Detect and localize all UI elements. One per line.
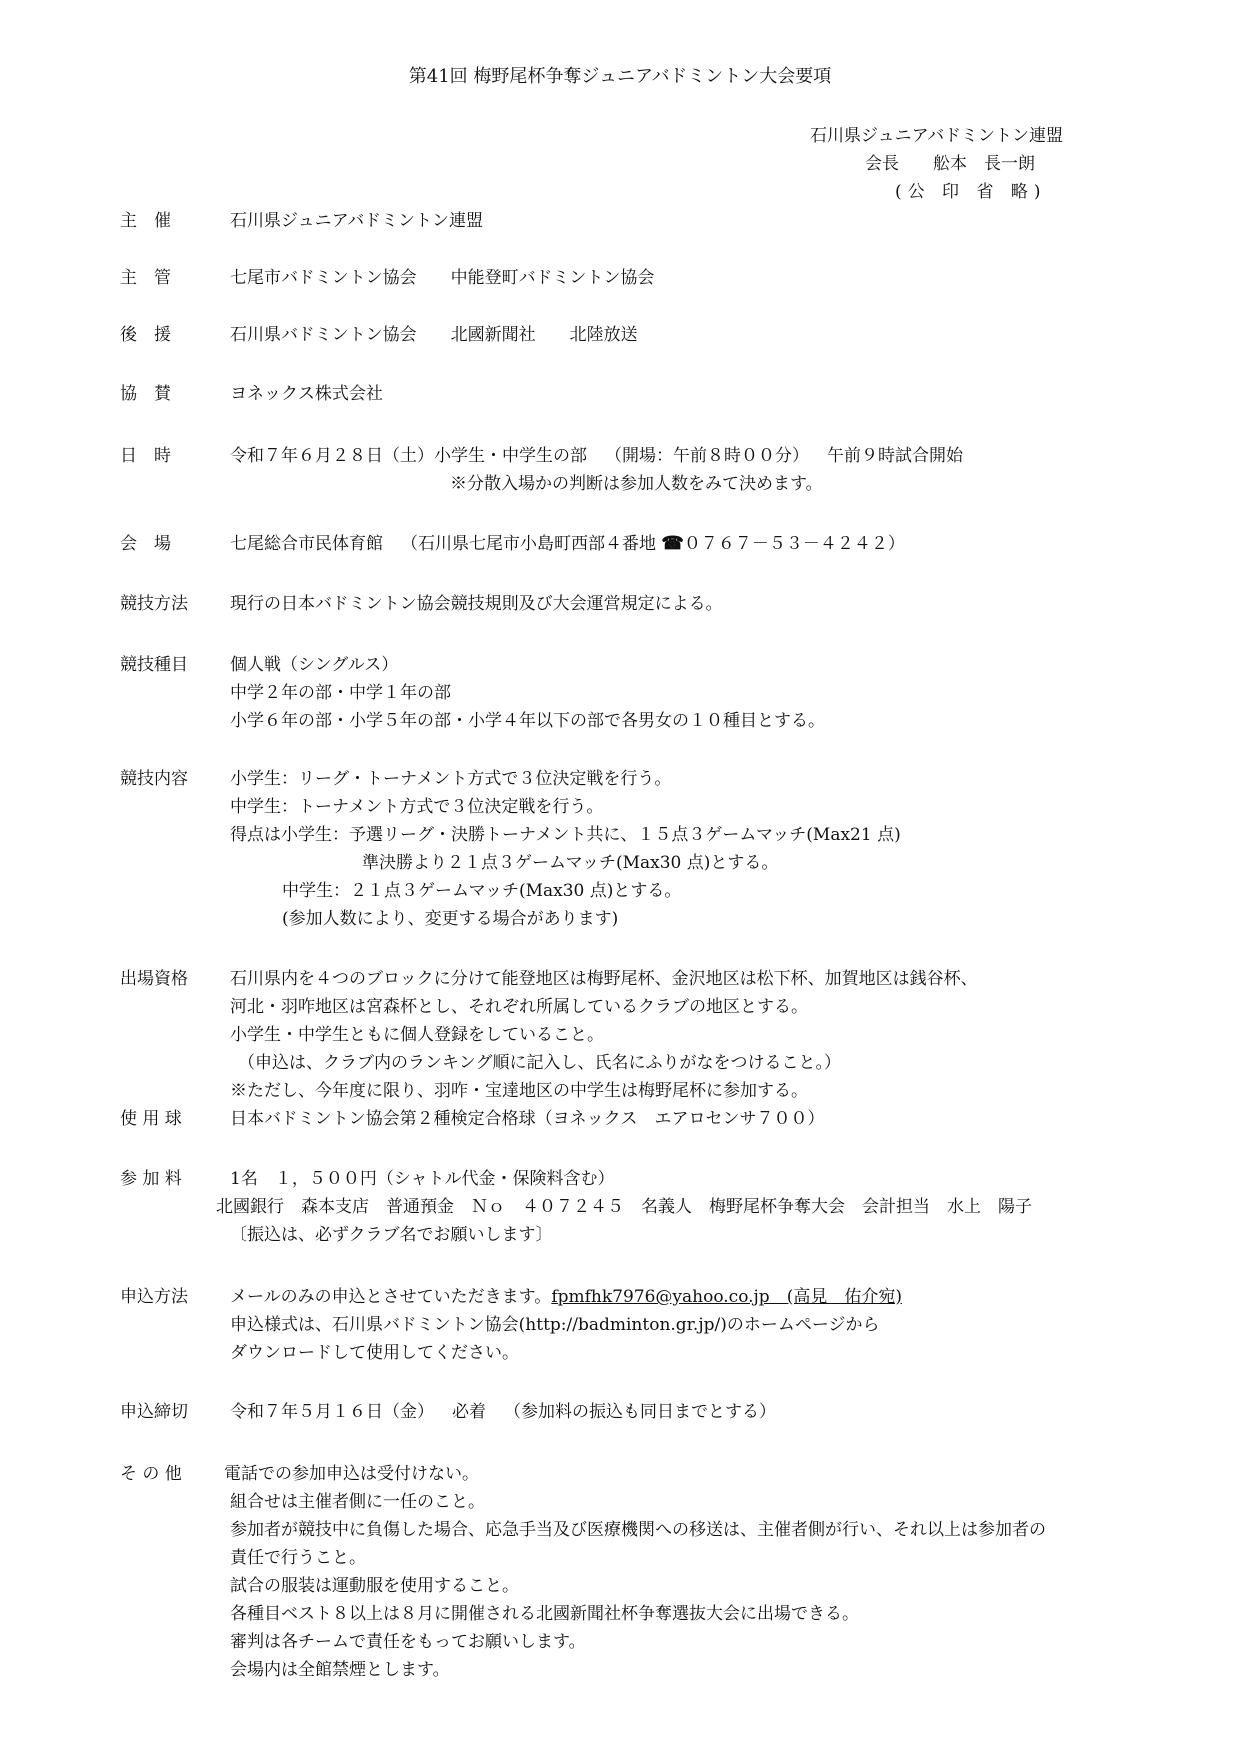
content-line: 小学生：リーグ・トーナメント方式で３位決定戦を行う。 (230, 769, 672, 789)
phone-icon: ☎ (661, 533, 684, 554)
content-line: 準決勝より２１点３ゲームマッチ(Max30 点)とする。 (362, 853, 779, 873)
application-text: メールのみの申込とさせていただきます。 (230, 1287, 552, 1307)
supporter-2: 北國新聞社 (450, 325, 536, 345)
issuer-org: 石川県ジュニアバドミントン連盟 (810, 126, 1063, 146)
eligibility-line: （申込は、クラブ内のランキング順に記入し、氏名にふりがなをつけること。） (238, 1053, 841, 1073)
supporter-1: 石川県バドミントン協会 (230, 325, 417, 345)
section-label: 出場資格 (120, 969, 188, 989)
section-label: 日 時 (120, 446, 171, 466)
section-label: 会 場 (120, 534, 171, 554)
issuer-president: 会長 舩本 長一朗 (865, 154, 1035, 174)
events-line: 小学６年の部・小学５年の部・小学４年以下の部で各男女の１０種目とする。 (230, 711, 825, 731)
other-line: 試合の服装は運動服を使用すること。 (230, 1576, 519, 1596)
venue-phone: ０７６７－５３－４２４２） (683, 534, 905, 554)
open-time: （開場：午前８時００分） (605, 446, 809, 466)
section-label: 申込方法 (120, 1287, 188, 1307)
section-value: 石川県ジュニアバドミントン連盟 (230, 211, 483, 231)
organizer-1: 七尾市バドミントン協会 (230, 268, 417, 288)
venue-address: （石川県七尾市小島町西部４番地 (401, 534, 656, 554)
content-line: 中学生：トーナメント方式で３位決定戦を行う。 (230, 797, 604, 817)
section-label: 後 援 (120, 325, 171, 345)
section-value: ヨネックス株式会社 (230, 384, 383, 404)
eligibility-line: 小学生・中学生ともに個人登録をしていること。 (230, 1025, 604, 1045)
supporter-3: 北陸放送 (569, 325, 638, 345)
events-line: 個人戦（シングルス） (230, 655, 399, 675)
other-line: 責任で行うこと。 (230, 1548, 366, 1568)
deadline-date: 令和７年５月１６日（金） (230, 1402, 434, 1422)
section-label: そ の 他 (120, 1464, 182, 1484)
start-time: 午前９時試合開始 (827, 446, 963, 466)
other-line: 電話での参加申込は受付けない。 (224, 1464, 479, 1484)
other-line: 審判は各チームで責任をもってお願いします。 (230, 1632, 586, 1652)
event-date: 令和７年６月２８日（土）小学生・中学生の部 (230, 446, 587, 466)
entry-note: ※分散入場かの判断は参加人数をみて決めます。 (450, 474, 823, 494)
other-line: 参加者が競技中に負傷した場合、応急手当及び医療機関への移送は、主催者側が行い、それ以上は参加者の (230, 1520, 1046, 1540)
section-label: 主 管 (120, 268, 171, 288)
section-value: 日本バドミントン協会第２種検定合格球（ヨネックス エアロセンサ７００） (230, 1109, 825, 1129)
organizer-2: 中能登町バドミントン協会 (450, 268, 655, 288)
application-line: ダウンロードして使用してください。 (230, 1343, 519, 1363)
issuer-seal-note: (公 印 省 略) (895, 182, 1047, 202)
section-label: 協 賛 (120, 384, 171, 404)
eligibility-line: 石川県内を４つのブロックに分けて能登地区は梅野尾杯、金沢地区は松下杯、加賀地区は銭谷杯、 (230, 969, 978, 989)
section-label: 主 催 (120, 211, 171, 231)
section-label: 競技方法 (120, 594, 188, 614)
content-line: (参加人数により、変更する場合があります) (282, 909, 619, 929)
section-value: 現行の日本バドミントン協会競技規則及び大会運営規定による。 (230, 594, 723, 614)
content-line: 得点は小学生：予選リーグ・決勝トーナメント共に、１５点３ゲームマッチ(Max21 点) (230, 825, 901, 845)
entry-fee: 1名 １，５００円（シャトル代金・保険料含む） (230, 1169, 615, 1189)
transfer-note: 〔振込は、必ずクラブ名でお願いします〕 (230, 1225, 553, 1245)
deadline-must: 必着 (452, 1402, 486, 1422)
application-line: 申込様式は、石川県バドミントン協会(http://badminton.gr.jp/)のホームページから (230, 1315, 880, 1335)
eligibility-line: ※ただし、今年度に限り、羽咋・宝達地区の中学生は梅野尾杯に参加する。 (230, 1081, 808, 1101)
section-label: 使 用 球 (120, 1109, 182, 1129)
document-title: 第41回 梅野尾杯争奪ジュニアバドミントン大会要項 (408, 66, 832, 87)
section-label: 競技内容 (120, 769, 188, 789)
other-line: 会場内は全館禁煙とします。 (230, 1660, 450, 1680)
eligibility-line: 河北・羽咋地区は宮森杯とし、それぞれ所属しているクラブの地区とする。 (230, 997, 808, 1017)
section-label: 参 加 料 (120, 1169, 182, 1189)
bank-account: 北國銀行 森本支店 普通預金 Ｎｏ ４０７２４５ 名義人 梅野尾杯争奪大会 会計担当 水上 陽子 (216, 1197, 1032, 1217)
venue-name: 七尾総合市民体育館 (230, 534, 383, 554)
content-line: 中学生：２１点３ゲームマッチ(Max30 点)とする。 (282, 881, 682, 901)
other-line: 組合せは主催者側に一任のこと。 (230, 1492, 485, 1512)
section-label: 競技種目 (120, 655, 188, 675)
application-email-link[interactable]: fpmfhk7976@yahoo.co.jp (高見 佑介宛) (551, 1287, 902, 1307)
deadline-note: （参加料の振込も同日までとする） (504, 1402, 776, 1422)
section-label: 申込締切 (120, 1402, 188, 1422)
events-line: 中学２年の部・中学１年の部 (230, 683, 451, 703)
other-line: 各種目ベスト８以上は８月に開催される北國新聞社杯争奪選抜大会に出場できる。 (230, 1604, 859, 1624)
